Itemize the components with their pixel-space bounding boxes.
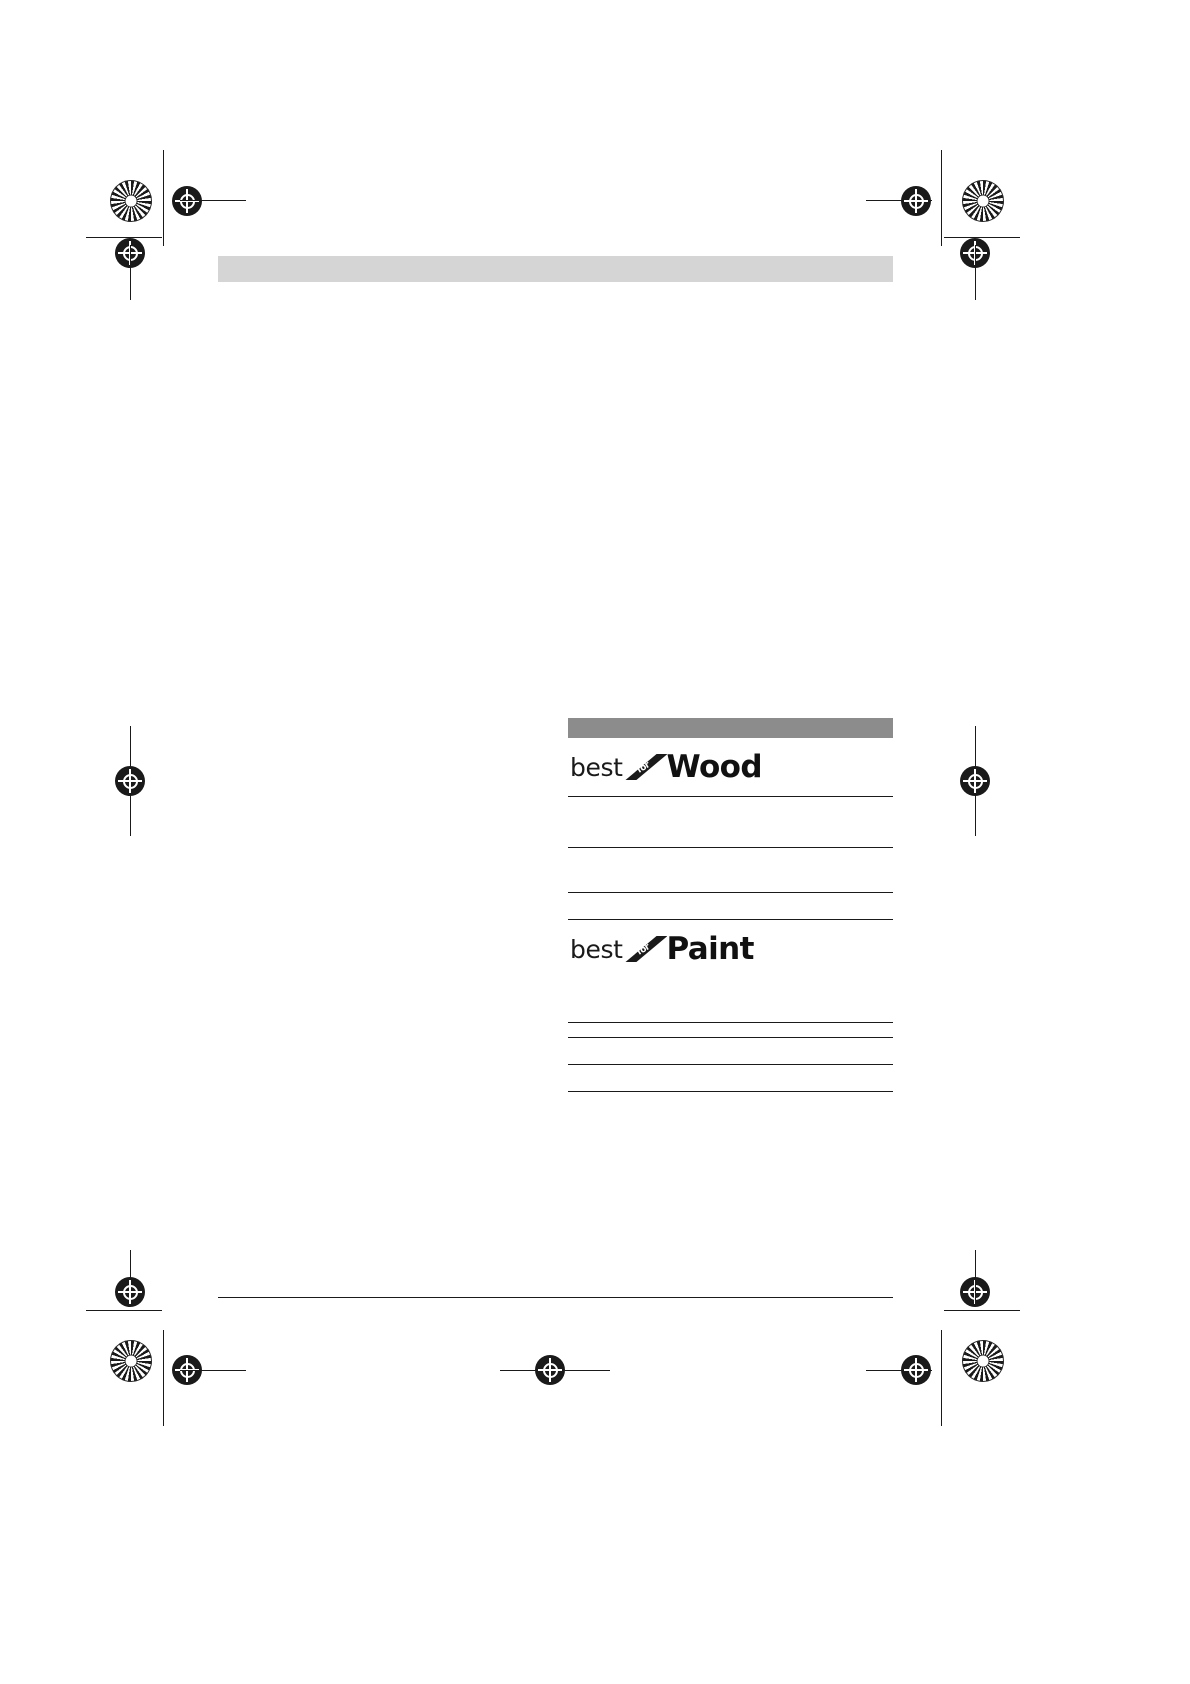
crop-mark — [86, 237, 162, 238]
registration-target — [110, 1340, 152, 1382]
divider — [568, 1091, 893, 1092]
logo-word: Paint — [666, 931, 754, 967]
crop-mark — [944, 1310, 1020, 1311]
logo-mark-text: for — [635, 942, 653, 958]
header-grey-band — [218, 256, 893, 282]
logo-prefix: best — [570, 934, 623, 964]
registration-cross — [535, 1355, 565, 1385]
content-panel — [568, 718, 893, 1092]
panel-header-band — [568, 718, 893, 738]
logo-slash-icon — [625, 936, 667, 962]
crop-mark — [941, 150, 942, 246]
crop-mark — [941, 1330, 942, 1426]
logo-best-for-paint — [568, 920, 893, 978]
registration-cross — [115, 1277, 145, 1307]
footer-divider — [218, 1297, 893, 1298]
logo-prefix: best — [570, 752, 623, 782]
crop-mark — [975, 1250, 976, 1306]
registration-target — [110, 180, 152, 222]
logo-slash-icon — [625, 754, 667, 780]
logo-word: Wood — [666, 749, 762, 785]
registration-cross — [115, 766, 145, 796]
registration-target — [962, 180, 1004, 222]
logo-best-for-wood — [568, 738, 893, 796]
registration-cross — [901, 1355, 931, 1385]
crop-mark — [163, 150, 164, 246]
crop-mark — [180, 1370, 246, 1371]
logo-mark-text: for — [635, 760, 653, 776]
registration-cross — [172, 186, 202, 216]
crop-mark — [163, 1330, 164, 1426]
crop-mark — [944, 237, 1020, 238]
registration-cross — [901, 186, 931, 216]
crop-mark — [86, 1310, 162, 1311]
registration-cross — [960, 766, 990, 796]
crop-mark — [975, 245, 976, 300]
registration-target — [962, 1340, 1004, 1382]
crop-mark — [130, 245, 131, 300]
crop-mark — [180, 200, 246, 201]
